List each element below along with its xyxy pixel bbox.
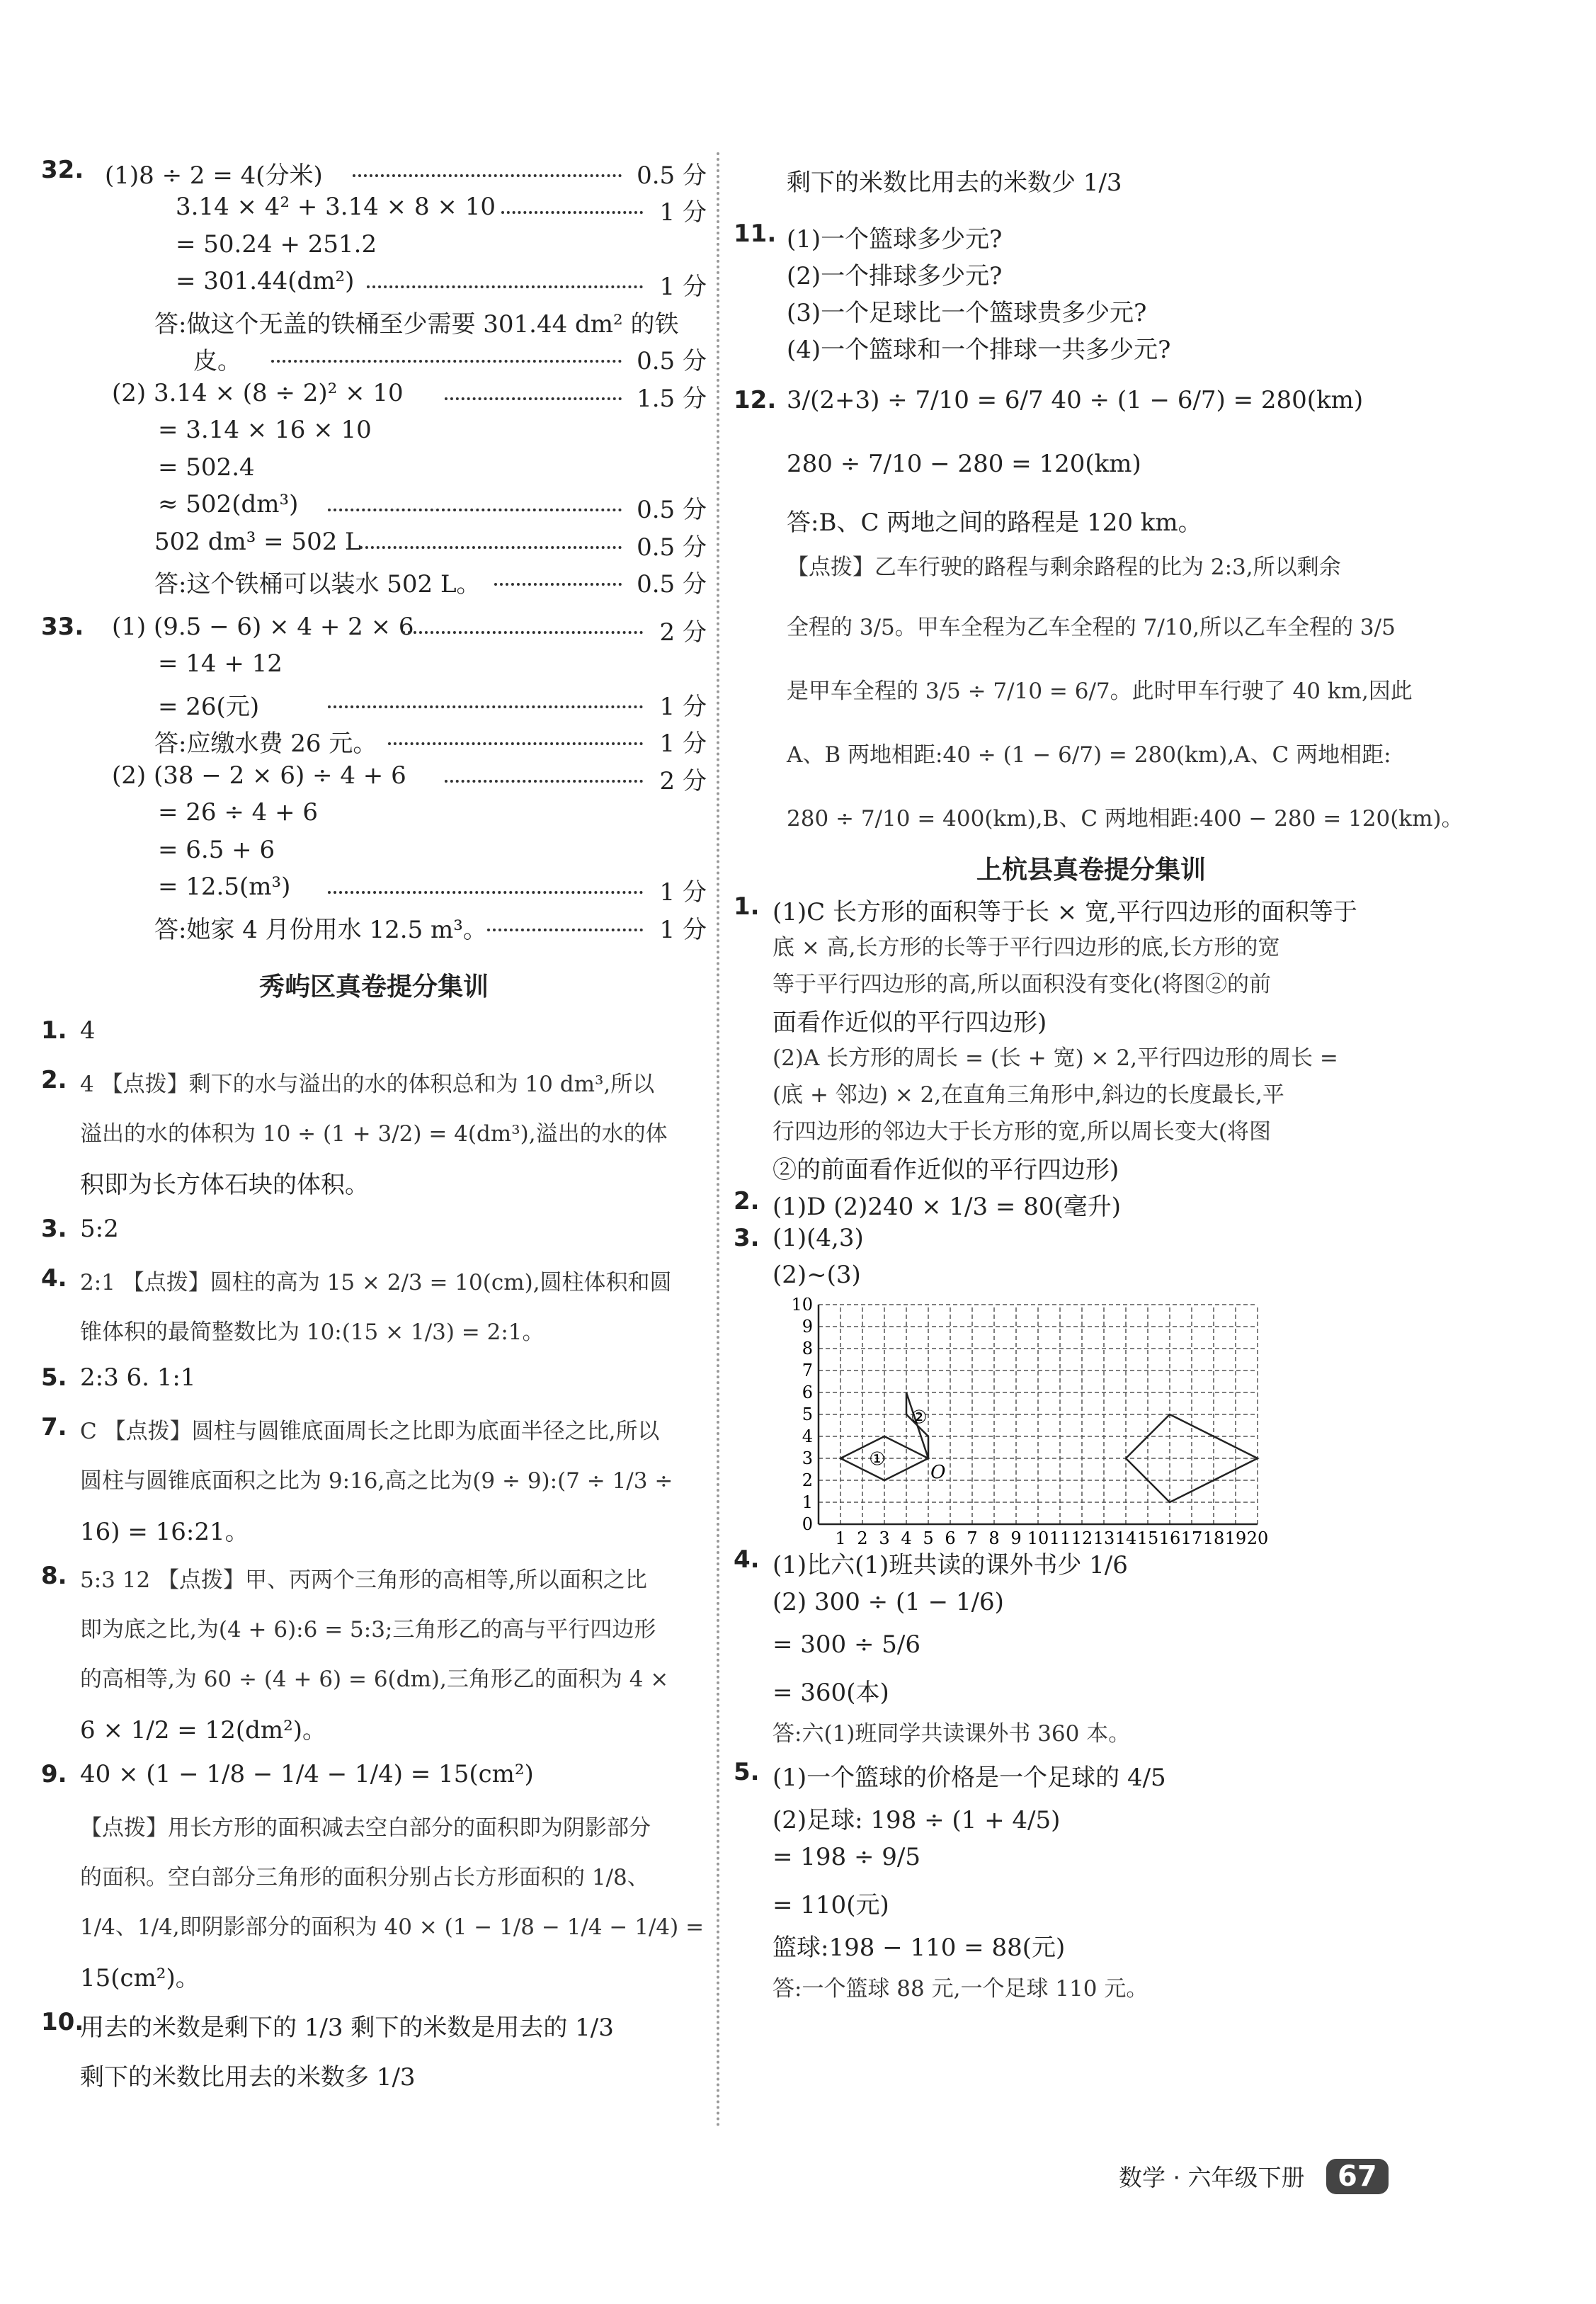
item-text: 答:一个篮球 88 元,一个足球 110 元。 bbox=[773, 1976, 1148, 2002]
answer-line bbox=[734, 1187, 1449, 1224]
item-text: 用去的米数是剩下的 1/3 剩下的米数是用去的 1/3 bbox=[80, 2014, 614, 2042]
x-tick-label: 17 bbox=[1180, 1528, 1203, 1545]
answer-line bbox=[41, 1264, 707, 1314]
answer-line bbox=[41, 2008, 707, 2058]
item-text: 底 × 高,长方形的长等于平行四边形的底,长方形的宽 bbox=[773, 935, 1280, 960]
item-text: 5:3 12 【点拨】甲、丙两个三角形的高相等,所以面积之比 bbox=[80, 1567, 647, 1593]
item-text: 的高相等,为 60 ÷ (4 + 6) = 6(dm),三角形乙的面积为 4 × bbox=[80, 1667, 669, 1692]
answer-line bbox=[734, 1261, 1449, 1298]
answer-line bbox=[734, 1673, 1449, 1715]
y-tick-label: 7 bbox=[802, 1361, 813, 1380]
item-number: 5. bbox=[734, 1758, 760, 1786]
item-text: (2)~(3) bbox=[773, 1261, 861, 1289]
line-text: 答:这个铁桶可以装水 502 L。 bbox=[154, 570, 481, 598]
item-number: 10. bbox=[41, 2008, 84, 2036]
score: 0.5 分 bbox=[637, 533, 707, 562]
item-text: = 110(元) bbox=[773, 1891, 889, 1919]
line-text: = 26 ÷ 4 + 6 bbox=[158, 798, 319, 827]
item-number: 7. bbox=[41, 1413, 67, 1441]
right-column bbox=[734, 145, 1464, 2013]
item-text: 圆柱与圆锥底面积之比为 9:16,高之比为(9 ÷ 9):(7 ÷ 1/3 ÷ bbox=[80, 1468, 673, 1494]
item-text: 1/4、1/4,即阴影部分的面积为 40 × (1 − 1/8 − 1/4 − 1/4) = bbox=[80, 1914, 705, 1940]
shanghang-answers bbox=[734, 892, 1449, 1298]
item-text: 锥体积的最简整数比为 10:(15 × 1/3) = 2:1。 bbox=[80, 1320, 545, 1345]
x-tick-label: 16 bbox=[1158, 1528, 1181, 1545]
x-tick-label: 6 bbox=[945, 1528, 956, 1545]
line-text: = 50.24 + 251.2 bbox=[176, 230, 377, 259]
item-text: 篮球:198 − 110 = 88(元) bbox=[773, 1934, 1066, 1962]
score: 2 分 bbox=[659, 767, 707, 795]
item-text: (底 + 邻边) × 2,在直角三角形中,斜边的长度最长,平 bbox=[773, 1082, 1284, 1108]
item-number: 2. bbox=[734, 1187, 760, 1215]
question-12 bbox=[734, 372, 1464, 850]
page-number: 67 bbox=[1326, 2159, 1389, 2194]
coordinate-grid-figure bbox=[790, 1298, 1449, 1545]
shape-2-label: ② bbox=[911, 1407, 928, 1429]
item-text: 行四边形的邻边大于长方形的宽,所以周长变大(将图 bbox=[773, 1119, 1271, 1145]
answer-line bbox=[41, 1314, 707, 1363]
item-text: (2)A 长方形的周长 = (长 + 宽) × 2,平行四边形的周长 = bbox=[773, 1045, 1338, 1071]
line-text: 答:做这个无盖的铁桶至少需要 301.44 dm² 的铁 bbox=[154, 310, 679, 339]
question-number: 33. bbox=[41, 613, 84, 641]
y-tick-label: 4 bbox=[802, 1426, 813, 1446]
line-text: 502 dm³ = 502 L bbox=[154, 528, 361, 556]
score: 1 分 bbox=[659, 878, 707, 907]
hint-text: 全程的 3/5。甲车全程为乙车全程的 7/10,所以乙车全程的 3/5 bbox=[787, 615, 1396, 640]
column-divider bbox=[717, 152, 719, 2128]
line-text: = 502.4 bbox=[158, 453, 255, 482]
item-text: (2) 300 ÷ (1 − 1/6) bbox=[773, 1588, 1004, 1616]
line-text: 3.14 × 4² + 3.14 × 8 × 10 bbox=[176, 193, 496, 221]
answer-line bbox=[734, 966, 1449, 1003]
answer-line bbox=[41, 1363, 707, 1413]
x-tick-label: 5 bbox=[923, 1528, 934, 1545]
footer-subject: 数学 · 六年级下册 bbox=[1119, 2164, 1305, 2191]
item-text: 15(cm²)。 bbox=[80, 1964, 200, 1992]
item-text: (1)(4,3) bbox=[773, 1224, 864, 1252]
left-column bbox=[41, 145, 707, 2107]
line-text: = 3.14 × 16 × 10 bbox=[158, 416, 372, 444]
answer-line bbox=[734, 1545, 1449, 1588]
score: 1 分 bbox=[659, 916, 707, 944]
question-32 bbox=[41, 145, 707, 613]
y-tick-label: 9 bbox=[802, 1317, 813, 1337]
line-text: = 26(元) bbox=[158, 693, 260, 721]
score: 0.5 分 bbox=[637, 161, 707, 190]
hint-text: A、B 两地相距:40 ÷ (1 − 6/7) = 280(km),A、C 两地相距: bbox=[787, 742, 1391, 768]
item-number: 4. bbox=[734, 1545, 760, 1574]
coordinate-grid bbox=[790, 1298, 1300, 1545]
item-number: 5. bbox=[41, 1363, 67, 1392]
item-text: 2:1 【点拨】圆柱的高为 15 × 2/3 = 10(cm),圆柱体积和圆 bbox=[80, 1270, 672, 1295]
line-text: 答:B、C 两地之间的路程是 120 km。 bbox=[787, 509, 1202, 537]
answer-line bbox=[41, 1562, 707, 1611]
line-text: = 6.5 + 6 bbox=[158, 836, 275, 864]
answer-line bbox=[734, 1113, 1449, 1150]
item-text: 4 bbox=[80, 1016, 96, 1045]
answer-line bbox=[41, 1016, 707, 1066]
answer-line bbox=[734, 1758, 1449, 1800]
x-tick-label: 11 bbox=[1049, 1528, 1071, 1545]
question-number: 12. bbox=[734, 386, 777, 414]
item-number: 3. bbox=[734, 1224, 760, 1252]
y-tick-label: 5 bbox=[802, 1404, 813, 1424]
line-text: (3)一个足球比一个篮球贵多少元? bbox=[787, 299, 1147, 327]
hint-text: 是甲车全程的 3/5 ÷ 7/10 = 6/7。此时甲车行驶了 40 km,因此 bbox=[787, 679, 1413, 704]
section-title-xiuyu: 秀屿区真卷提分集训 bbox=[258, 972, 489, 1001]
score: 1 分 bbox=[659, 693, 707, 721]
line-text: 皮。 bbox=[193, 347, 241, 375]
score: 0.5 分 bbox=[637, 570, 707, 598]
section-title-shanghang: 上杭县真卷提分集训 bbox=[976, 856, 1206, 885]
shape-1-label: ① bbox=[869, 1448, 886, 1470]
x-tick-label: 12 bbox=[1071, 1528, 1093, 1545]
line-text: 3/(2+3) ÷ 7/10 = 6/7 40 ÷ (1 − 6/7) = 280(km) bbox=[787, 386, 1364, 414]
answer-line bbox=[734, 1715, 1449, 1758]
score: 1 分 bbox=[659, 273, 707, 301]
item-text: 溢出的水的体积为 10 ÷ (1 + 3/2) = 4(dm³),溢出的水的体 bbox=[80, 1121, 668, 1147]
item-text: = 300 ÷ 5/6 bbox=[773, 1630, 921, 1659]
answer-line bbox=[41, 2058, 707, 2107]
answer-line bbox=[41, 1611, 707, 1661]
x-tick-label: 20 bbox=[1246, 1528, 1269, 1545]
line-text: 280 ÷ 7/10 − 280 = 120(km) bbox=[787, 450, 1141, 478]
answer-line bbox=[41, 1710, 707, 1760]
item-text: = 198 ÷ 9/5 bbox=[773, 1843, 921, 1871]
answer-line bbox=[41, 1512, 707, 1562]
item-text: (2)足球: 198 ÷ (1 + 4/5) bbox=[773, 1806, 1061, 1834]
question-number: 11. bbox=[734, 220, 777, 248]
score: 0.5 分 bbox=[637, 347, 707, 375]
score: 0.5 分 bbox=[637, 496, 707, 524]
line-text: ≈ 502(dm³) bbox=[158, 490, 299, 518]
item-number: 9. bbox=[41, 1760, 67, 1788]
line-text: 答:她家 4 月份用水 12.5 m³。 bbox=[154, 916, 487, 944]
answer-line bbox=[41, 1066, 707, 1116]
footer bbox=[1119, 2159, 1389, 2194]
answer-line bbox=[734, 1224, 1449, 1261]
item-number: 2. bbox=[41, 1066, 67, 1094]
item-text: 等于平行四边形的高,所以面积没有变化(将图②的前 bbox=[773, 972, 1271, 997]
item-text: 16) = 16:21。 bbox=[80, 1518, 249, 1546]
hint-text: 【点拨】乙车行驶的路程与剩余路程的比为 2:3,所以剩余 bbox=[787, 555, 1341, 580]
item-text: 40 × (1 − 1/8 − 1/4 − 1/4) = 15(cm²) bbox=[80, 1760, 534, 1788]
answer-line bbox=[734, 1970, 1449, 2013]
x-tick-label: 8 bbox=[988, 1528, 1000, 1545]
answer-line bbox=[41, 1859, 707, 1909]
item-text: 积即为长方体石块的体积。 bbox=[80, 1171, 369, 1199]
item-text: 答:六(1)班同学共读课外书 360 本。 bbox=[773, 1721, 1131, 1747]
line-text: (2) (38 − 2 × 6) ÷ 4 + 6 bbox=[112, 761, 406, 790]
line-text: (2) 3.14 × (8 ÷ 2)² × 10 bbox=[112, 379, 404, 407]
x-tick-label: 14 bbox=[1115, 1528, 1137, 1545]
score: 1.5 分 bbox=[637, 385, 707, 413]
item-number: 1. bbox=[734, 892, 760, 921]
line-text: (1)8 ÷ 2 = 4(分米) bbox=[105, 161, 323, 190]
item-text: (1)C 长方形的面积等于长 × 宽,平行四边形的面积等于 bbox=[773, 898, 1357, 926]
item-text: ②的前面看作近似的平行四边形) bbox=[773, 1156, 1119, 1184]
answer-line bbox=[41, 1413, 707, 1463]
item-text: 5:2 bbox=[80, 1215, 119, 1243]
line-text: = 14 + 12 bbox=[158, 649, 283, 678]
x-tick-label: 15 bbox=[1136, 1528, 1159, 1545]
y-tick-label: 0 bbox=[802, 1514, 813, 1534]
y-tick-label: 1 bbox=[802, 1492, 813, 1512]
line-text: (2)一个排球多少元? bbox=[787, 262, 1003, 290]
answer-line bbox=[734, 1003, 1449, 1040]
item-text: 6 × 1/2 = 12(dm²)。 bbox=[80, 1716, 326, 1744]
y-tick-label: 2 bbox=[802, 1470, 813, 1490]
answer-line bbox=[41, 1661, 707, 1710]
answer-line bbox=[734, 1077, 1449, 1113]
line-text: 答:应缴水费 26 元。 bbox=[154, 730, 377, 758]
answer-line bbox=[41, 1116, 707, 1165]
answer-line bbox=[734, 1630, 1449, 1673]
x-tick-label: 4 bbox=[901, 1528, 912, 1545]
hint-text: 280 ÷ 7/10 = 400(km),B、C 两地相距:400 − 280 = 120(km)。 bbox=[787, 806, 1464, 832]
answer-line bbox=[734, 929, 1449, 966]
question-11 bbox=[734, 220, 1449, 372]
answer-line bbox=[41, 1463, 707, 1512]
item-text: 2:3 6. 1:1 bbox=[80, 1363, 196, 1392]
item-number: 8. bbox=[41, 1562, 67, 1590]
x-tick-label: 1 bbox=[835, 1528, 846, 1545]
answer-line bbox=[734, 1150, 1449, 1187]
answer-line bbox=[734, 1885, 1449, 1928]
answer-line bbox=[41, 1165, 707, 1215]
answer-line bbox=[734, 1800, 1449, 1843]
x-tick-label: 7 bbox=[967, 1528, 978, 1545]
x-tick-label: 13 bbox=[1093, 1528, 1115, 1545]
answer-line bbox=[734, 892, 1449, 929]
line-text: (1)一个篮球多少元? bbox=[787, 225, 1003, 254]
item-number: 1. bbox=[41, 1016, 67, 1045]
item-number: 4. bbox=[41, 1264, 67, 1293]
origin-label: O bbox=[930, 1461, 946, 1483]
item-text: 剩下的米数比用去的米数多 1/3 bbox=[80, 2063, 416, 2092]
x-tick-label: 2 bbox=[857, 1528, 868, 1545]
x-tick-label: 9 bbox=[1010, 1528, 1022, 1545]
xiuyu-answers bbox=[41, 1016, 707, 2107]
line-text: (4)一个篮球和一个排球一共多少元? bbox=[787, 336, 1171, 364]
answer-line bbox=[734, 1040, 1449, 1077]
y-tick-label: 8 bbox=[802, 1339, 813, 1358]
answer-line bbox=[734, 1588, 1449, 1630]
shanghang-answers-2 bbox=[734, 1545, 1449, 2013]
answer-line bbox=[734, 1928, 1449, 1970]
item-text: 4 【点拨】剩下的水与溢出的水的体积总和为 10 dm³,所以 bbox=[80, 1072, 655, 1097]
line-text: (1) (9.5 − 6) × 4 + 2 × 6 bbox=[112, 613, 414, 641]
item-text: 【点拨】用长方形的面积减去空白部分的面积即为阴影部分 bbox=[80, 1815, 651, 1841]
x-tick-label: 3 bbox=[879, 1528, 890, 1545]
item-text: 的面积。空白部分三角形的面积分别占长方形面积的 1/8、 bbox=[80, 1865, 649, 1890]
item-text: 即为底之比,为(4 + 6):6 = 5:3;三角形乙的高与平行四边形 bbox=[80, 1617, 656, 1642]
answer-line bbox=[41, 1958, 707, 2008]
y-tick-label: 3 bbox=[802, 1448, 813, 1468]
x-tick-label: 18 bbox=[1202, 1528, 1225, 1545]
item-text: 面看作近似的平行四边形) bbox=[773, 1009, 1047, 1037]
item-text: (1)D (2)240 × 1/3 = 80(毫升) bbox=[773, 1193, 1122, 1221]
score: 1 分 bbox=[659, 730, 707, 758]
item-text: C 【点拨】圆柱与圆锥底面周长之比即为底面半径之比,所以 bbox=[80, 1419, 660, 1444]
answer-line bbox=[41, 1810, 707, 1859]
item-text: (1)一个篮球的价格是一个足球的 4/5 bbox=[773, 1764, 1166, 1792]
score: 1 分 bbox=[659, 198, 707, 227]
score: 2 分 bbox=[659, 618, 707, 647]
answer-line bbox=[41, 1909, 707, 1958]
line-text: = 301.44(dm²) bbox=[176, 267, 355, 295]
y-tick-label: 6 bbox=[802, 1383, 813, 1402]
line-text: = 12.5(m³) bbox=[158, 873, 291, 901]
answer-line bbox=[41, 1215, 707, 1264]
question-33 bbox=[41, 613, 707, 960]
item-text: (1)比六(1)班共读的课外书少 1/6 bbox=[773, 1551, 1128, 1579]
question-number: 32. bbox=[41, 156, 84, 184]
answer-line bbox=[41, 1760, 707, 1810]
y-tick-label: 10 bbox=[791, 1298, 813, 1315]
q10-continued: 剩下的米数比用去的米数少 1/3 bbox=[787, 169, 1122, 197]
x-tick-label: 10 bbox=[1027, 1528, 1049, 1545]
answer-line bbox=[734, 1843, 1449, 1885]
x-tick-label: 19 bbox=[1224, 1528, 1247, 1545]
item-text: = 360(本) bbox=[773, 1679, 889, 1707]
item-number: 3. bbox=[41, 1215, 67, 1243]
